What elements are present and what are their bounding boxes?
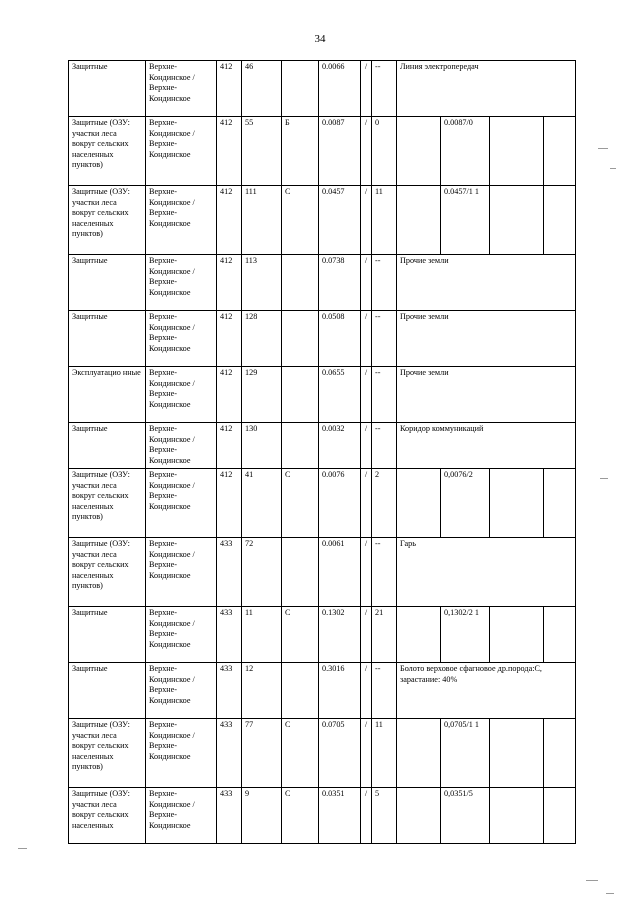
stock-cell: 2 (372, 469, 397, 538)
category-cell: Защитные (ОЗУ: участки леса вокруг сельских населенных пунктов) (69, 186, 146, 255)
table-row (69, 311, 576, 367)
class-cell (282, 255, 319, 311)
land-description-cell: Прочие земли (397, 311, 576, 367)
kvartal-cell: 433 (217, 788, 242, 844)
empty-cell (544, 607, 576, 663)
forestry-cell: Верхне-Кондинское / Верхне-Кондинское (146, 186, 217, 255)
area-cell: 0.0351 (319, 788, 361, 844)
area-cell: 0.3016 (319, 663, 361, 719)
scan-noise (606, 893, 614, 894)
empty-cell (397, 186, 441, 255)
scan-noise (18, 848, 27, 849)
class-cell (282, 61, 319, 117)
category-cell: Защитные (ОЗУ: участки леса вокруг сельских населенных пунктов) (69, 469, 146, 538)
forestry-cell: Верхне-Кондинское / Верхне-Кондинское (146, 788, 217, 844)
empty-cell (544, 788, 576, 844)
separator-cell: / (361, 311, 372, 367)
empty-cell (397, 719, 441, 788)
land-description-cell: Прочие земли (397, 367, 576, 423)
stock-cell: 0 (372, 117, 397, 186)
table-row (69, 255, 576, 311)
forestry-cell: Верхне-Кондинское / Верхне-Кондинское (146, 311, 217, 367)
separator-cell: / (361, 788, 372, 844)
vydel-cell: 9 (242, 788, 282, 844)
area-cell: 0.0457 (319, 186, 361, 255)
vydel-cell: 111 (242, 186, 282, 255)
empty-cell (544, 117, 576, 186)
kvartal-cell: 433 (217, 607, 242, 663)
empty-cell (544, 719, 576, 788)
separator-cell: / (361, 117, 372, 186)
table-row (69, 607, 576, 663)
class-cell: С (282, 469, 319, 538)
separator-cell: / (361, 469, 372, 538)
empty-cell (490, 607, 544, 663)
fraction-cell: 0,0705/1 1 (441, 719, 490, 788)
kvartal-cell: 433 (217, 719, 242, 788)
vydel-cell: 72 (242, 538, 282, 607)
class-cell: С (282, 788, 319, 844)
stock-cell: -- (372, 423, 397, 469)
land-description-cell: Коридор коммуникаций (397, 423, 576, 469)
empty-cell (397, 469, 441, 538)
stock-cell: -- (372, 255, 397, 311)
table-row (69, 117, 576, 186)
category-cell: Защитные (ОЗУ: участки леса вокруг сельских населенных пунктов) (69, 117, 146, 186)
vydel-cell: 12 (242, 663, 282, 719)
empty-cell (490, 719, 544, 788)
stock-cell: 11 (372, 719, 397, 788)
vydel-cell: 128 (242, 311, 282, 367)
category-cell: Защитные (69, 663, 146, 719)
separator-cell: / (361, 186, 372, 255)
empty-cell (490, 117, 544, 186)
stock-cell: -- (372, 663, 397, 719)
class-cell: С (282, 186, 319, 255)
kvartal-cell: 433 (217, 663, 242, 719)
category-cell: Защитные (ОЗУ: участки леса вокруг сельских населенных (69, 788, 146, 844)
class-cell (282, 538, 319, 607)
forestry-cell: Верхне-Кондинское / Верхне-Кондинское (146, 255, 217, 311)
separator-cell: / (361, 538, 372, 607)
kvartal-cell: 412 (217, 255, 242, 311)
class-cell (282, 367, 319, 423)
fraction-cell: 0,0076/2 (441, 469, 490, 538)
stock-cell: 11 (372, 186, 397, 255)
forestry-cell: Верхне-Кондинское / Верхне-Кондинское (146, 367, 217, 423)
forestry-cell: Верхне-Кондинское / Верхне-Кондинское (146, 607, 217, 663)
empty-cell (397, 117, 441, 186)
class-cell: Б (282, 117, 319, 186)
area-cell: 0.0076 (319, 469, 361, 538)
class-cell: С (282, 719, 319, 788)
vydel-cell: 41 (242, 469, 282, 538)
class-cell (282, 663, 319, 719)
fraction-cell: 0.0087/0 (441, 117, 490, 186)
category-cell: Эксплуатацио нные (69, 367, 146, 423)
table-row (69, 186, 576, 255)
table-row (69, 788, 576, 844)
area-cell: 0.0061 (319, 538, 361, 607)
land-description-cell: Прочие земли (397, 255, 576, 311)
vydel-cell: 11 (242, 607, 282, 663)
area-cell: 0.0738 (319, 255, 361, 311)
scan-noise (610, 168, 616, 169)
area-cell: 0.0655 (319, 367, 361, 423)
land-description-cell: Гарь (397, 538, 576, 607)
page-number: 34 (314, 33, 326, 45)
vydel-cell: 130 (242, 423, 282, 469)
kvartal-cell: 412 (217, 311, 242, 367)
scan-noise (600, 478, 608, 479)
forestry-cell: Верхне-Кондинское / Верхне-Кондинское (146, 117, 217, 186)
land-description-cell: Болото верховое сфагновое др.порода:С, зарастание: 40% (397, 663, 576, 719)
category-cell: Защитные (69, 61, 146, 117)
vydel-cell: 55 (242, 117, 282, 186)
stock-cell: -- (372, 61, 397, 117)
area-cell: 0.0066 (319, 61, 361, 117)
category-cell: Защитные (ОЗУ: участки леса вокруг сельских населенных пунктов) (69, 719, 146, 788)
land-description-cell: Линия электропередач (397, 61, 576, 117)
area-cell: 0.0705 (319, 719, 361, 788)
stock-cell: -- (372, 538, 397, 607)
fraction-cell: 0,1302/2 1 (441, 607, 490, 663)
fraction-cell: 0,0351/5 (441, 788, 490, 844)
stock-cell: 5 (372, 788, 397, 844)
class-cell (282, 423, 319, 469)
table-row (69, 423, 576, 469)
table-row (69, 469, 576, 538)
table-row (69, 663, 576, 719)
empty-cell (544, 186, 576, 255)
table-row (69, 719, 576, 788)
empty-cell (397, 788, 441, 844)
class-cell: С (282, 607, 319, 663)
table-body (69, 61, 576, 844)
category-cell: Защитные (69, 255, 146, 311)
kvartal-cell: 412 (217, 423, 242, 469)
empty-cell (544, 469, 576, 538)
category-cell: Защитные (69, 423, 146, 469)
separator-cell: / (361, 423, 372, 469)
separator-cell: / (361, 607, 372, 663)
kvartal-cell: 412 (217, 117, 242, 186)
category-cell: Защитные (69, 311, 146, 367)
kvartal-cell: 412 (217, 367, 242, 423)
area-cell: 0.0032 (319, 423, 361, 469)
vydel-cell: 113 (242, 255, 282, 311)
separator-cell: / (361, 255, 372, 311)
fraction-cell: 0.0457/1 1 (441, 186, 490, 255)
vydel-cell: 129 (242, 367, 282, 423)
stock-cell: -- (372, 367, 397, 423)
separator-cell: / (361, 61, 372, 117)
kvartal-cell: 412 (217, 61, 242, 117)
separator-cell: / (361, 367, 372, 423)
table-row (69, 367, 576, 423)
forestry-cell: Верхне-Кондинское / Верхне-Кондинское (146, 423, 217, 469)
area-cell: 0.0087 (319, 117, 361, 186)
empty-cell (397, 607, 441, 663)
forestry-cell: Верхне-Кондинское / Верхне-Кондинское (146, 538, 217, 607)
separator-cell: / (361, 663, 372, 719)
area-cell: 0.1302 (319, 607, 361, 663)
category-cell: Защитные (ОЗУ: участки леса вокруг сельских населенных пунктов) (69, 538, 146, 607)
forestry-cell: Верхне-Кондинское / Верхне-Кондинское (146, 719, 217, 788)
kvartal-cell: 412 (217, 469, 242, 538)
scan-noise (586, 880, 598, 881)
kvartal-cell: 412 (217, 186, 242, 255)
stock-cell: 21 (372, 607, 397, 663)
kvartal-cell: 433 (217, 538, 242, 607)
forestry-cell: Верхне-Кондинское / Верхне-Кондинское (146, 663, 217, 719)
forestry-cell: Верхне-Кондинское / Верхне-Кондинское (146, 61, 217, 117)
table-row (69, 538, 576, 607)
area-cell: 0.0508 (319, 311, 361, 367)
forestry-cell: Верхне-Кондинское / Верхне-Кондинское (146, 469, 217, 538)
empty-cell (490, 186, 544, 255)
stock-cell: -- (372, 311, 397, 367)
class-cell (282, 311, 319, 367)
table-row (69, 61, 576, 117)
forest-plots-table (68, 60, 576, 844)
separator-cell: / (361, 719, 372, 788)
vydel-cell: 77 (242, 719, 282, 788)
category-cell: Защитные (69, 607, 146, 663)
vydel-cell: 46 (242, 61, 282, 117)
empty-cell (490, 788, 544, 844)
scan-noise (598, 148, 608, 149)
empty-cell (490, 469, 544, 538)
